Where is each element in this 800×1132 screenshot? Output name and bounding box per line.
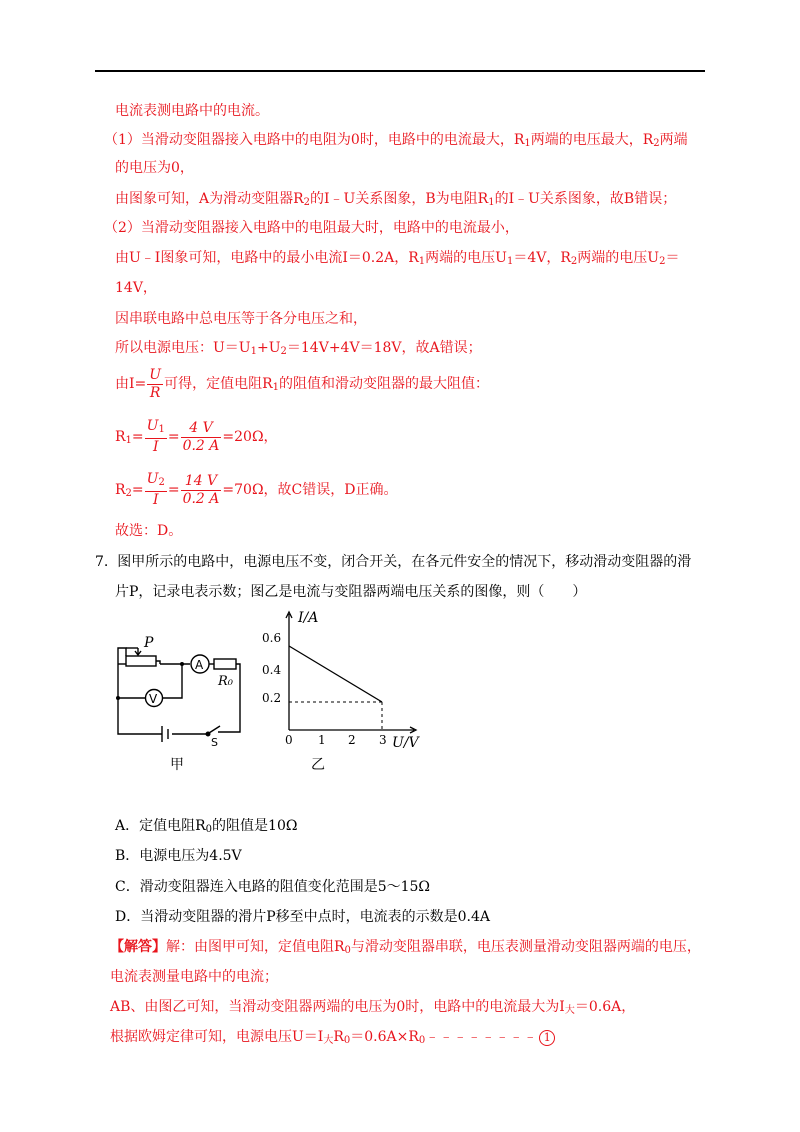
graph-caption: 乙	[311, 757, 325, 773]
graph-ylabel: I/A	[298, 610, 319, 626]
question-7-line-1: 7. 图甲所示的电路中，电源电压不变，闭合开关，在各元件安全的情况下，移动滑动变阻器的滑	[95, 554, 692, 570]
option-c: C．滑动变阻器连入电路的阻值变化范围是5～15Ω	[115, 879, 431, 895]
answer-line-4: 根据欧姆定律可知，电源电压$U=I_大R_0=0.6A\times R_0﹣﹣﹣﹣﹣﹣﹣﹣$ 1	[110, 1027, 555, 1051]
solution-line-12: $R_2=$ $\frac{U_2}{I}$ = $\frac{14 V}{0.2 A}$ =70Ω，故C错误，D正确。	[115, 471, 398, 508]
option-b: B．电源电压为4.5V	[115, 848, 242, 864]
x-tick-0: 0	[285, 733, 293, 747]
solution-line-2: （1）当滑动变阻器接入电路中的电阻为0时，电路中的电流最大，$R_1$两端的电压最大，$R_2$两端	[104, 132, 688, 149]
graph-series-line	[289, 646, 382, 702]
x-tick-2: 2	[348, 733, 356, 747]
circuit-diagram	[110, 632, 250, 748]
solution-line-8: 因串联电路中总电压等于各分电压之和，	[115, 311, 367, 327]
solution-line-13: 故选：D。	[115, 523, 183, 539]
x-tick-3: 3	[379, 733, 387, 747]
question-7-line-2: 片P，记录电表示数；图乙是电流与变阻器两端电压关系的图像，则（ ）	[115, 584, 587, 600]
solution-line-10: 由I= $\frac{U}{R}$ 可得，定值电阻$R_1$的阻值和滑动变阻器的最大阻值：	[115, 366, 489, 401]
option-a: A．定值电阻$R_0$的阻值是10Ω	[115, 818, 298, 835]
circuit-label-r0: R₀	[218, 674, 233, 689]
x-tick-1: 1	[318, 733, 326, 747]
graph-i-u	[258, 604, 428, 754]
circuit-label-v: V	[149, 692, 158, 706]
answer-line-3: AB、由图乙可知，当滑动变阻器两端的电压为0时，电路中的电流最大为$I_大=0.6A$，	[110, 999, 636, 1016]
option-d: D．当滑动变阻器的滑片P移至中点时，电流表的示数是0.4A	[115, 909, 491, 925]
solution-line-9: 所以电源电压：$U=U_1+U_2=14V+4V=18V$，故A错误；	[115, 340, 482, 357]
circuit-label-s: S	[211, 736, 218, 748]
circuit-label-p: P	[144, 635, 154, 651]
solution-line-4: 由图象可知，A为滑动变阻器$R_2$的I﹣U关系图象，B为电阻$R_1$的I﹣U关系图象，故B错误；	[115, 191, 677, 208]
y-tick-04: 0.4	[262, 663, 282, 677]
y-tick-06: 0.6	[262, 631, 282, 645]
equation-marker-1: 1	[539, 1030, 555, 1046]
answer-line-1: 【解答】解：由图甲可知，定值电阻$R_0$与滑动变阻器串联，电压表测量滑动变阻器两端的电压，	[110, 939, 701, 956]
answer-line-2: 电流表测量电路中的电流；	[110, 969, 278, 985]
circuit-caption: 甲	[170, 757, 184, 773]
solution-line-11: $R_1=$ $\frac{U_1}{I}$ = $\frac{4 V}{0.2 A}$ =20Ω，	[115, 418, 278, 455]
header-rule	[95, 70, 705, 72]
solution-line-1: 电流表测电路中的电流。	[115, 103, 269, 119]
solution-line-6: 由U﹣I图象可知，电路中的最小电流I＝0.2A，$R_1$两端的电压$U_1=4V$，$R_2$两端的电压$U_2=$	[115, 250, 680, 267]
solution-line-5: （2）当滑动变阻器接入电路中的电阻最大时，电路中的电流最小，	[104, 220, 519, 236]
solution-line-3: 的电压为0，	[115, 160, 194, 176]
solution-line-7: 14V，	[115, 280, 157, 296]
y-tick-02: 0.2	[262, 691, 282, 705]
graph-xlabel: U/V	[392, 735, 419, 751]
circuit-label-a: A	[195, 658, 204, 672]
